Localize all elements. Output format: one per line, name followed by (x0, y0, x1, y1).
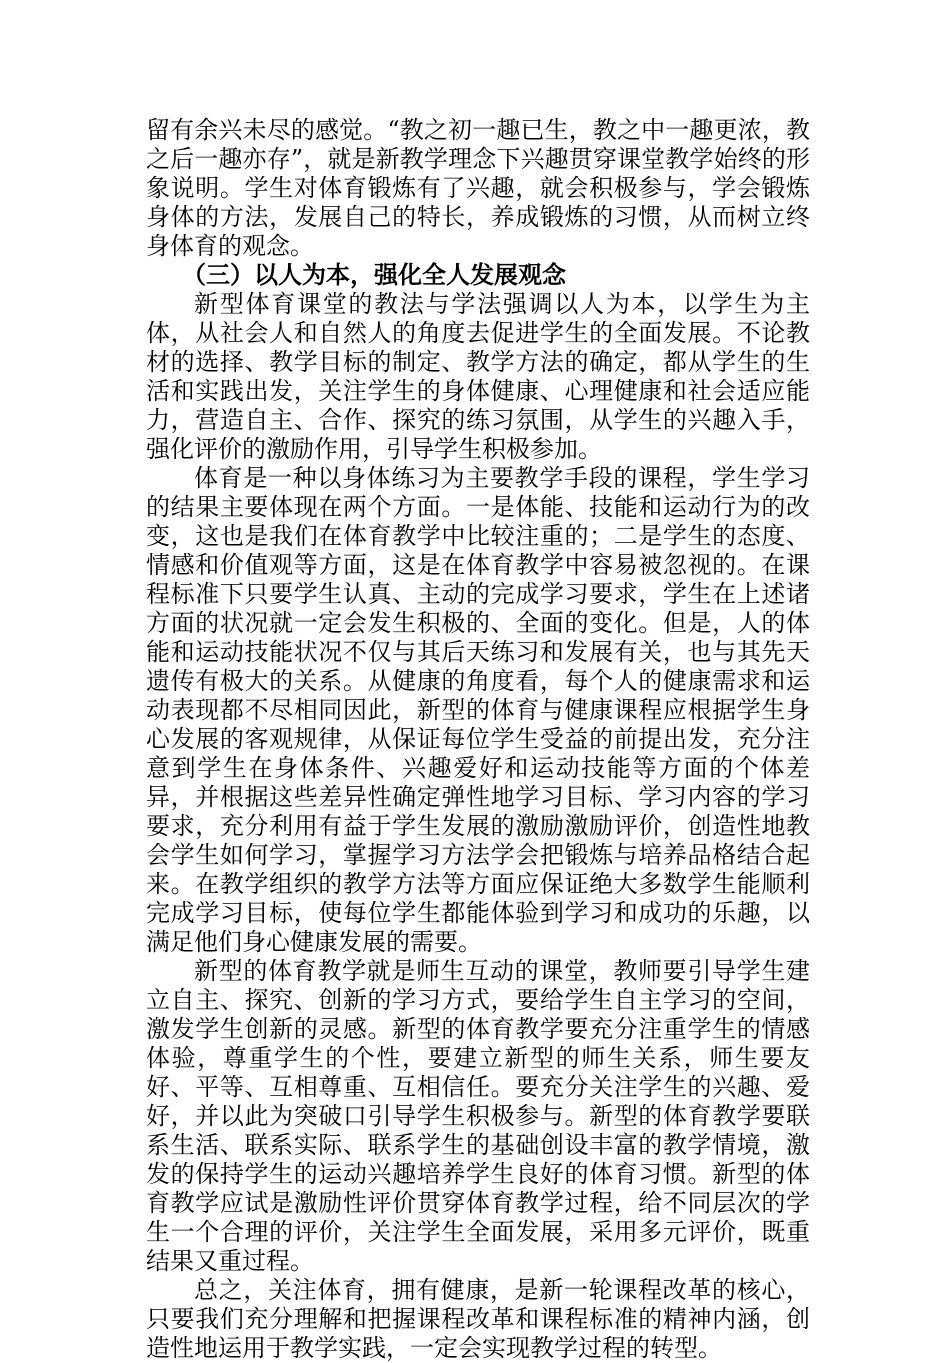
paragraph: 新型的体育教学就是师生互动的课堂，教师要引导学生建立自主、探究、创新的学习方式，要给学生自主学习的空间，激发学生创新的灵感。新型的体育教学要充分注重学生的情感体验，尊重学生的个性，要建立新型的师生关系，师生要友好、平等、互相尊重、互相信任。要充分关注学生的兴趣、爱好，并以此为突破口引导学生积极参与。新型的体育教学要联系生活、联系实际、联系学生的基础创设丰富的教学情境，激发的保持学生的运动兴趣培养学生良好的体育习惯。新型的体育教学应试是激励性评价贯穿体育教学过程，给不同层次的学生一个合理的评价，关注学生全面发展，采用多元评价，既重结果又重过程。 (146, 957, 810, 1275)
document-body (146, 116, 810, 1363)
paragraph: 新型体育课堂的教法与学法强调以人为本，以学生为主体，从社会人和自然人的角度去促进学生的全面发展。不论教材的选择、教学目标的制定、教学方法的确定，都从学生的生活和实践出发，关注学生的身体健康、心理健康和社会适应能力，营造自主、合作、探究的练习氛围，从学生的兴趣入手，强化评价的激励作用，引导学生积极参加。 (146, 290, 810, 463)
paragraph: 总之，关注体育，拥有健康，是新一轮课程改革的核心，只要我们充分理解和把握课程改革和课程标准的精神内涵，创造性地运用于教学实践，一定会实现教学过程的转型。 (146, 1276, 810, 1362)
section-heading: （三）以人为本，强化全人发展观念 (182, 261, 566, 289)
paragraph-continuation: 留有余兴未尽的感觉。“教之初一趣已生，教之中一趣更浓，教之后一趣亦存”，就是新教学理念下兴趣贯穿课堂教学始终的形象说明。学生对体育锻炼有了兴趣，就会积极参与，学会锻炼身体的方法，发展自己的特长，养成锻炼的习惯，从而树立终身体育的观念。 (146, 116, 810, 260)
paragraph: 体育是一种以身体练习为主要教学手段的课程，学生学习的结果主要体现在两个方面。一是体能、技能和运动行为的改变，这也是我们在体育教学中比较注重的；二是学生的态度、情感和价值观等方面，这是在体育教学中容易被忽视的。在课程标准下只要学生认真、主动的完成学习要求，学生在上述诸方面的状况就一定会发生积极的、全面的变化。但是，人的体能和运动技能状况不仅与其后天练习和发展有关，也与其先天遗传有极大的关系。从健康的角度看，每个人的健康需求和运动表现都不尽相同因此，新型的体育与健康课程应根据学生身心发展的客观规律，从保证每位学生受益的前提出发，充分注意到学生在身体条件、兴趣爱好和运动技能等方面的个体差异，并根据这些差异性确定弹性地学习目标、学习内容的学习要求，充分利用有益于学生发展的激励激励评价，创造性地教会学生如何学习，掌握学习方法学会把锻炼与培养品格结合起来。在教学组织的教学方法等方面应保证绝大多数学生能顺利完成学习目标，使每位学生都能体验到学习和成功的乐趣，以满足他们身心健康发展的需要。 (146, 464, 810, 956)
